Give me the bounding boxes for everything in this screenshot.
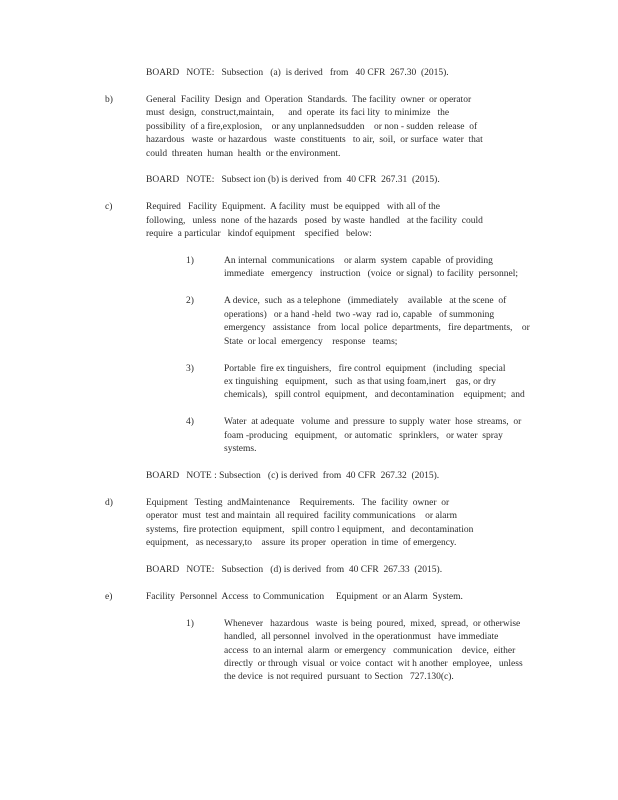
text-line: operator must test and maintain all required facility communications or alarm (146, 511, 458, 522)
paragraph-text (224, 618, 618, 685)
paragraph-text (146, 497, 618, 551)
text-line: Required Facility Equipment. A facility must be equipped with all of the (146, 202, 440, 213)
board-note-text (146, 67, 618, 80)
lettered-item-c (0, 201, 618, 241)
text-line: BOARD NOTE: Subsection (a) is derived from 40 CFR 267.30 (2015). (146, 68, 449, 78)
text-line: foam -producing equipment, or automatic sprinklers, or water spray (224, 430, 503, 441)
paragraph-text (146, 201, 618, 241)
text-line: BOARD NOTE: Subsection (d) is derived from 40 CFR 267.33 (2015). (146, 564, 443, 575)
numbered-item-e1 (0, 618, 618, 685)
numbered-item-c3 (0, 363, 618, 403)
board-note-b (0, 174, 618, 187)
text-line: State or local emergency response teams; (224, 336, 398, 347)
item-label: 1) (186, 618, 194, 629)
text-line: hazardous waste or hazardous waste constituents to air, soil, or surface water that (146, 135, 483, 146)
text-line: the device is not required pursuant to Section 727.130(c). (224, 672, 454, 683)
item-label: 1) (186, 256, 194, 267)
lettered-item-b (0, 94, 618, 161)
text-line: systems. (224, 444, 257, 455)
board-note-a (0, 67, 618, 80)
board-note-text (146, 174, 618, 187)
paragraph-text (224, 255, 618, 282)
board-note-text (146, 470, 618, 483)
text-line: emergency assistance from local police departments, fire departments, or (224, 323, 530, 334)
text-line: Facility Personnel Access to Communication Equipment or an Alarm System. (146, 591, 463, 602)
numbered-item-c1 (0, 255, 618, 282)
lettered-item-d (0, 497, 618, 551)
paragraph-text (146, 591, 618, 604)
text-line: handled, all personnel involved in the operationmust have immediate (224, 632, 499, 643)
item-label: 4) (186, 417, 194, 428)
text-line: BOARD NOTE: Subsect ion (b) is derived from 40 CFR 267.31 (2015). (146, 175, 440, 186)
text-line: directly or through visual or voice contact wit h another employee, unless (224, 659, 523, 669)
board-note-text (146, 564, 618, 577)
item-label: 2) (186, 296, 194, 307)
numbered-item-c2 (0, 295, 618, 349)
text-line: A device, such as a telephone (immediately available at the scene of (224, 296, 507, 307)
text-line: require a particular kindof equipment specified below: (146, 229, 372, 240)
item-label: b) (105, 94, 113, 105)
text-line: must design, construct,maintain, and operate its faci lity to minimize the (146, 108, 450, 119)
text-line: An internal communications or alarm system capable of providing (224, 256, 493, 267)
text-line: Portable fire ex tinguishers, fire control equipment (including special (224, 363, 506, 374)
text-line: equipment, as necessary,to assure its proper operation in time of emergency. (146, 538, 457, 549)
paragraph-text (224, 363, 618, 403)
text-line: chemicals), spill control equipment, and decontamination equipment; and (224, 390, 525, 401)
text-line: could threaten human health or the environment. (146, 148, 341, 159)
text-line: operations) or a hand -held two -way rad io, capable of summoning (224, 309, 495, 320)
item-label: d) (105, 497, 113, 508)
text-line: immediate emergency instruction (voice or signal) to facility personnel; (224, 269, 518, 280)
text-line: Whenever hazardous waste is being poured, mixed, spread, or otherwise (224, 618, 521, 629)
text-line: following, unless none of the hazards posed by waste handled at the facility could (146, 215, 483, 226)
paragraph-text (146, 94, 618, 161)
item-label: e) (105, 591, 113, 602)
board-note-d (0, 564, 618, 577)
item-label: 3) (186, 363, 194, 374)
item-label: c) (105, 202, 113, 213)
text-line: ex tinguishing equipment, such as that using foam,inert gas, or dry (224, 376, 497, 387)
numbered-item-c4 (0, 416, 618, 456)
text-line: Water at adequate volume and pressure to supply water hose streams, or (224, 417, 522, 428)
paragraph-text (224, 295, 618, 349)
text-line: Equipment Testing andMaintenance Requirements. The facility owner or (146, 497, 450, 508)
lettered-item-e (0, 591, 618, 604)
text-line: access to an internal alarm or emergency communication device, either (224, 645, 516, 656)
board-note-c (0, 470, 618, 483)
paragraph-text (224, 416, 618, 456)
text-line: BOARD NOTE : Subsection (c) is derived from 40 CFR 267.32 (2015). (146, 470, 440, 481)
text-line: possibility of a fire,explosion, or any unplannedsudden or non - sudden release of (146, 121, 478, 132)
text-line: systems, fire protection equipment, spill contro l equipment, and decontamination (146, 524, 474, 535)
text-line: General Facility Design and Operation Standards. The facility owner or operator (146, 94, 472, 105)
